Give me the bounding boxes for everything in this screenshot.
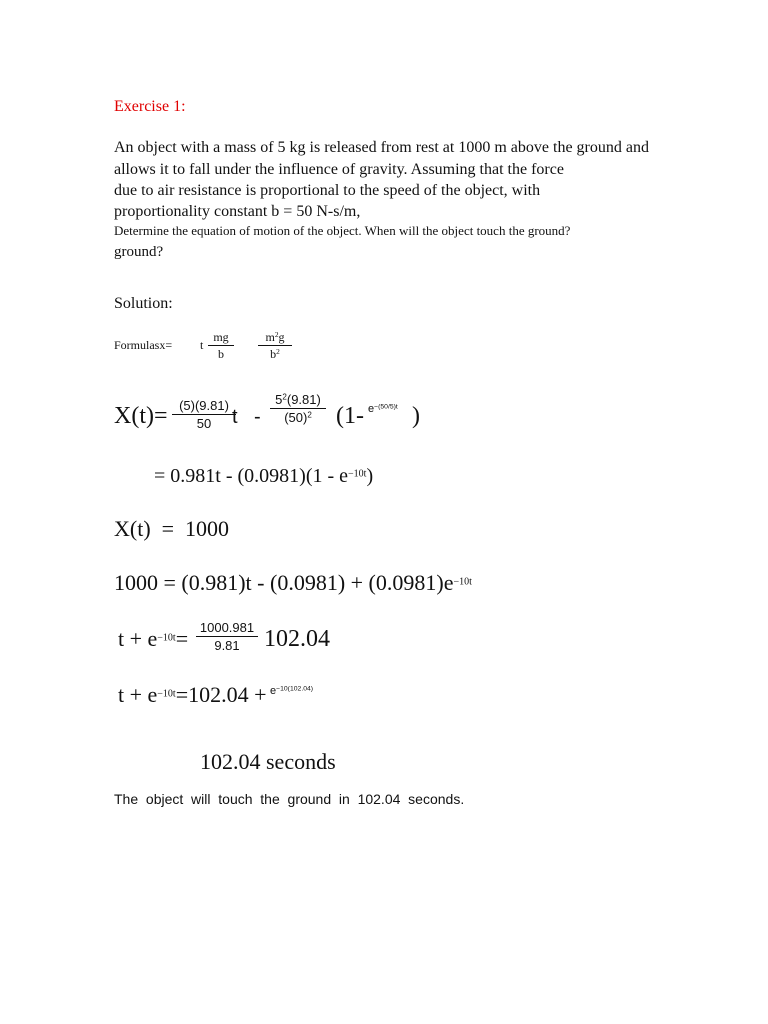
answer: 102.04 seconds (200, 749, 336, 774)
eq2-exponent: −10t (348, 468, 367, 480)
formula-f1-denominator: b (218, 347, 224, 361)
formula-label: Formulasx= (114, 338, 173, 352)
eq5-fraction (196, 621, 258, 652)
eq1-lhs: X(t)= (114, 403, 168, 429)
eq6-lhs: $t + e^{-10t}=102.04$ + (118, 682, 267, 707)
eq1-f1-numerator: (5)(9.81) (179, 398, 229, 413)
eq1-f1-denominator: 50 (196, 416, 212, 431)
solution-label: Solution: (114, 295, 173, 312)
problem-line-1: An object with a mass of 5 kg is released from rest at 1000 m above the ground and (114, 139, 649, 156)
eq1-f2-denominator: $(50)^2$ (284, 410, 312, 425)
problem-line-2: allows it to fall under the influence of gravity. Assuming that the force (114, 161, 564, 178)
formula-fraction-mg-over-b (208, 331, 234, 360)
eq1-paren-close: ) (412, 403, 420, 429)
problem-line-3: due to air resistance is proportional to the speed of the object, with (114, 182, 541, 199)
problem-line-5: Determine the equation of motion of the object. When will the object touch the ground? (114, 223, 571, 238)
equation-4 (114, 572, 472, 594)
exercise-title: Exercise 1: (114, 98, 186, 115)
eq6-exponential: $e^{-10(102.04)}$ (270, 685, 314, 697)
eq1-t: t (232, 406, 238, 428)
problem-line-4: proportionality constant b = 50 N-s/m, (114, 203, 361, 220)
formula-fraction-m2g-over-b2 (258, 331, 292, 360)
eq1-fraction-1 (172, 399, 236, 430)
formula-f1-numerator: mg (213, 330, 229, 344)
fraction-bar (172, 414, 236, 415)
formula-t: t (200, 338, 204, 352)
formula-f2-denominator: $b^2$ (270, 346, 280, 361)
eq1-exponential: $e^{-(50/5)t}$ (368, 403, 398, 415)
fraction-bar (270, 408, 326, 409)
eq4-exponent: −10t (453, 576, 472, 588)
problem-line-6: ground? (114, 244, 164, 260)
equation-3: X(t) = 1000 (114, 516, 230, 541)
eq5-numerator: 1000.981 (199, 620, 255, 635)
eq4-text: 1000 = (0.981)t - (0.0981) + (0.0981)e (114, 570, 454, 595)
eq1-minus: - (254, 406, 261, 428)
eq2-close: ) (366, 465, 374, 487)
eq5-denominator: 9.81 (214, 638, 240, 653)
fraction-bar (258, 345, 292, 346)
eq5-lhs: $t + e^{-10t}=$ (118, 626, 189, 651)
conclusion: The object will touch the ground in 102.04 seconds. (114, 791, 465, 807)
eq1-fraction-2 (270, 393, 326, 424)
fraction-bar (208, 345, 234, 346)
eq2-text: = 0.981t - (0.0981)(1 - e (154, 465, 349, 487)
formula-f2-numerator: $m^2g$ (265, 329, 285, 344)
eq5-rhs: 102.04 (264, 626, 330, 652)
equation-2 (154, 466, 373, 486)
eq1-paren-open: (1- (336, 403, 364, 429)
fraction-bar (196, 636, 258, 637)
eq1-f2-numerator: $5^2(9.81)$ (275, 392, 321, 407)
